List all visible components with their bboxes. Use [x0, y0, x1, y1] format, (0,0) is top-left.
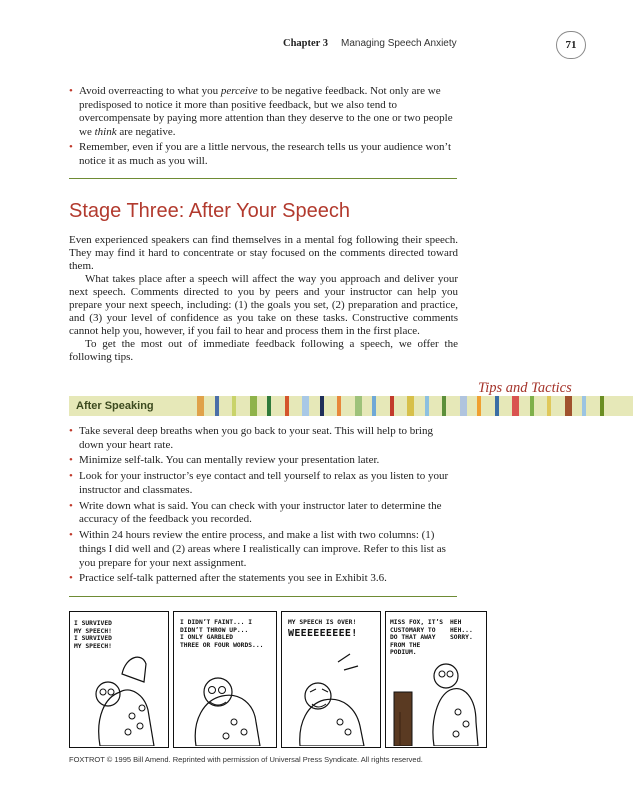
color-stripe — [600, 396, 604, 416]
color-stripe — [250, 396, 257, 416]
section-divider — [69, 596, 457, 597]
color-stripe — [197, 396, 204, 416]
comic-strip — [69, 611, 487, 748]
speech-bubble: HEH HEH... SORRY. — [450, 619, 473, 642]
paragraph: To get the most out of immediate feedback following a speech, we offer the following tips. — [69, 338, 458, 363]
speech-bubble: I SURVIVED MY SPEECH! I SURVIVED MY SPEECH! — [74, 620, 112, 650]
color-stripe — [442, 396, 446, 416]
chapter-label: Chapter 3 — [283, 38, 329, 49]
list-item: • Look for your instructor’s eye contact and tell yourself to relax as you listen to your instructor and classmates. — [69, 470, 459, 497]
color-stripe — [320, 396, 324, 416]
comic-character-illustration — [282, 612, 379, 746]
body-text — [69, 234, 458, 364]
list-item: • Take several deep breaths when you go back to your seat. This will help to bring down your heart rate. — [69, 425, 459, 452]
color-stripe — [582, 396, 586, 416]
section-title: Managing Speech Anxiety — [341, 38, 457, 49]
paragraph: Even experienced speakers can find themselves in a mental fog following their speech. They may find it hard to concentrate or stay focused on the comments directed toward them. — [69, 234, 458, 272]
color-stripe — [565, 396, 572, 416]
color-stripe — [512, 396, 519, 416]
color-stripe — [355, 396, 362, 416]
comic-character-illustration — [386, 612, 485, 746]
color-stripe — [372, 396, 376, 416]
comic-character-illustration — [70, 612, 167, 746]
paragraph: What takes place after a speech will affect the way you approach and deliver your next speech. Comments directed to you by peers and your instructor can help you prepare your next speech, including: (1) the goals you set, (2) preparation and practice, and (3) your level of confidence as you take on these tasks. Constructive comments cannot help you, however, if you fail to hear and process them in the first place. — [69, 273, 458, 337]
list-item: • Within 24 hours review the entire process, and make a list with two columns: (1) things I did well and (2) areas where I realistically can improve. Refer to this list as you prepare for your next assignment. — [69, 529, 459, 570]
page-number-badge: 71 — [556, 31, 586, 59]
exclamation-text: WEEEEEEEEE! — [288, 628, 358, 639]
color-stripe — [477, 396, 481, 416]
color-stripe — [547, 396, 551, 416]
list-item: • Write down what is said. You can check with your instructor later to determine the accuracy of the feedback you recorded. — [69, 500, 459, 527]
comic-panel-1 — [69, 611, 169, 748]
comic-credit: FOXTROT © 1995 Bill Amend. Reprinted with permission of Universal Press Syndicate. All rights reserved. — [69, 755, 423, 764]
tips-and-tactics-label: Tips and Tactics — [478, 380, 572, 396]
color-stripe — [285, 396, 289, 416]
color-stripe — [425, 396, 429, 416]
section-heading: Stage Three: After Your Speech — [69, 200, 350, 222]
color-stripe — [267, 396, 271, 416]
comic-panel-3 — [281, 611, 381, 748]
tips-box-title: After Speaking — [76, 400, 154, 412]
section-divider — [69, 178, 457, 179]
comic-character-illustration — [174, 612, 275, 746]
color-stripe — [215, 396, 219, 416]
list-item: • Minimize self-talk. You can mentally review your presentation later. — [69, 454, 459, 468]
color-stripe — [407, 396, 414, 416]
tips-list — [69, 425, 459, 588]
color-stripe — [337, 396, 341, 416]
list-item: • Practice self-talk patterned after the statements you see in Exhibit 3.6. — [69, 572, 459, 586]
comic-panel-4 — [385, 611, 487, 748]
speech-bubble: MISS FOX, IT’S CUSTOMARY TO DO THAT AWAY FROM THE PODIUM. — [390, 619, 444, 657]
color-stripe — [232, 396, 236, 416]
speech-bubble: MY SPEECH IS OVER! — [288, 619, 357, 626]
list-item: • Remember, even if you are a little nervous, the research tells us your audience won’t notice it as much as you will. — [69, 141, 459, 168]
color-stripe — [460, 396, 467, 416]
color-stripe — [302, 396, 309, 416]
comic-panel-2 — [173, 611, 277, 748]
color-stripe — [390, 396, 394, 416]
top-bullet-list — [69, 85, 459, 171]
color-stripe — [495, 396, 499, 416]
color-stripe — [530, 396, 534, 416]
list-item: • Avoid overreacting to what you perceive to be negative feedback. Not only are we predisposed to notice it more than positive feedback, but we also tend to overcompensate by paying more attention than they deserve to the one or two people we think are negative. — [69, 85, 459, 139]
speech-bubble: I DIDN’T FAINT... I DIDN’T THROW UP... I ONLY GARBLED THREE OR FOUR WORDS... — [180, 619, 264, 649]
